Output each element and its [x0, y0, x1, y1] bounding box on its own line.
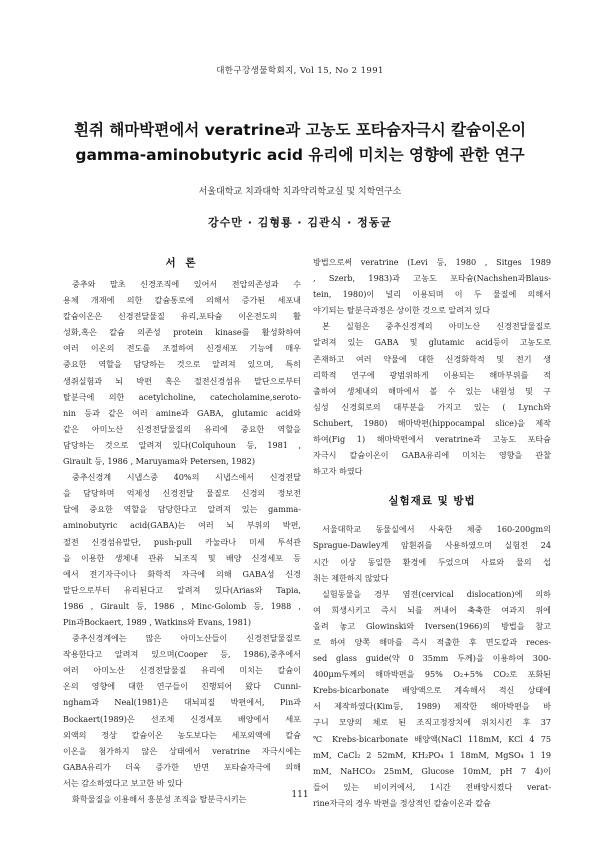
text-line: 들어 있는 비이커에서, 1시간 전배양시켰다 verat-: [313, 781, 551, 792]
page-number: 111: [291, 790, 309, 800]
text-line: 서는 감소하였다고 보고한 바 있다: [63, 777, 183, 788]
text-line: 성화,혹은 칼슘 의존성 protein kinase를 활성화하여: [63, 327, 301, 338]
text-line: 외액의 정상 칼슘이온 농도보다는 세포외액에 칼슘: [63, 729, 301, 740]
text-line: 본 실험은 중추신경계의 아미노산 신경전달물질로: [322, 321, 551, 332]
text-line: sed glass guide(약 0 35mm 두께)을 이용하여 300-: [313, 653, 551, 664]
text-line: 리학적 연구에 광범위하게 이용되는 해마부위를 적: [313, 369, 551, 380]
text-line: 존재하고 여러 약물에 대한 신경화학적 및 전기 생: [313, 353, 551, 364]
text-line: 중추신경계에는 많은 아미노산들이 신경전달물질로: [72, 633, 301, 644]
text-line: 로 하여 양쪽 해마를 즉시 적출한 후 면도칼과 reces-: [313, 636, 551, 647]
text-line: 1986 , Girault 등, 1986 , Minc-Golomb 등, 1988 ,: [63, 600, 301, 611]
text-line: 온의 영향에 대한 연구들이 진행되어 왔다 Cunni-: [63, 681, 301, 692]
text-line: 심성 신경회로의 대부분을 가지고 있는 ( Lynch와: [313, 401, 551, 412]
text-line: 중요한 역할을 담당하는 것으로 알려져 있으며, 특히: [63, 359, 301, 370]
text-line: 올려 놓고 Glowinski와 Iversen(1966)의 방법을 참고: [313, 620, 551, 631]
text-line: 에서 전기자극이나 화학적 자극에 의해 GABA성 신경: [63, 568, 301, 579]
text-line: 칼슘이온은 신경전달물질 유리,포타슘 이온전도의 활: [63, 311, 301, 322]
text-line: Sprague-Dawley계 암흰쥐를 사용하였으며 실험전 24: [313, 540, 551, 551]
text-line: nin 등과 같은 여러 amine과 GABA, glutamic acid와: [63, 407, 301, 418]
affiliation: 서울대학교 치과대학 치과약리학교실 및 치학연구소: [198, 187, 402, 197]
text-line: 하여(Fig 1) 해마박편에서 veratrine과 고농도 포타슘: [313, 434, 551, 445]
text-line: Girault 등, 1986 , Maruyama와 Petersen, 1982): [63, 456, 255, 467]
text-line: 작용한다고 알려져 있으며(Cooper 등, 1986),중추에서: [63, 649, 301, 660]
text-line: 담당하는 것으로 알려져 있다(Colquhoun 등, 1981 ,: [63, 439, 301, 450]
text-line: 절전 신경섬유말단, push-pull 카눌라나 미세 투석관: [63, 536, 301, 547]
section-heading-introduction: 서 론: [165, 257, 199, 269]
text-line: 여러 이온의 전도를 조절하여 신경세포 기능에 매우: [63, 343, 301, 354]
text-line: , Szerb, 1983)과 고농도 포타슘(Nachshen과Blaus-: [313, 273, 551, 284]
text-line: 서울대학교 동물실에서 사육한 체중 160-200gm의: [322, 524, 551, 535]
text-line: mM, NaHCO₃ 25mM, Glucose 10mM, pH 7 4)이: [313, 765, 551, 776]
title-line-2: gamma-aminobutyric acid 유리에 미치는 영향에 관한 연구: [75, 146, 525, 164]
text-line: ℃ Krebs-bicarbonate 배양액(NaCl 118mM, KCl 4 75: [313, 733, 551, 744]
text-line: 달에 중요한 역할을 담당한다고 알려져 있는 gamma-: [63, 504, 301, 515]
text-line: 여러 아미노산 신경전달물질 유리에 미치는 칼슘이: [63, 665, 301, 676]
text-line: 야기되는 탈분극과정은 상이한 것으로 알려져 있다: [313, 305, 491, 316]
right-column-methods-text: [313, 521, 551, 811]
text-line: rine자극의 경우 박편을 정상적인 칼슘이온과 칼슘: [313, 797, 491, 808]
text-line: 시간 이상 동일한 환경에 두었으며 사료와 물의 섭: [313, 556, 551, 567]
text-line: ngham과 Neal(1981)은 대뇌피질 박편에서, Pin과: [63, 697, 301, 708]
text-line: 생쥐실험과 뇌 박편 혹은 절전신경섬유 말단으로부터: [63, 375, 301, 386]
text-line: GABA유리가 더욱 증가한 반면 포타슘자극에 의해: [63, 761, 301, 772]
journal-header: 대한구강생물학회지, Vol 15, No 2 1991: [216, 66, 384, 76]
text-line: 용체 개재에 의한 칼슘통로에 의해서 증가된 세포내: [63, 295, 301, 306]
text-line: 알려져 있는 GABA 및 glutamic acid등이 고농도로: [313, 337, 551, 348]
text-line: 말단으로부터 유리된다고 알려져 있다(Arias와 Tapia,: [63, 584, 301, 595]
text-line: Pin과Bockaert, 1989 , Watkins와 Evans, 1981): [63, 616, 252, 627]
text-line: 탈분극에 의한 acetylcholine, catecholamine,seroto-: [63, 391, 301, 402]
text-line: Schubert, 1980) 해마박편(hippocampal slice)을 제작: [313, 417, 551, 428]
text-line: 구니 모양의 체로 된 조직고정장치에 위치시킨 후 37: [313, 717, 551, 728]
text-line: 을 이용한 생체내 관류 뇌조직 및 배양 신경세포 등: [63, 552, 301, 563]
text-line: 화학물질을 이용해서 흥분성 조직을 탈분극시키는: [72, 794, 247, 804]
title-line-1: 흰쥐 해마박편에서 veratrine과 고농도 포타슘자극시 칼슘이온이: [74, 121, 526, 139]
text-line: 방법으로써 veratrine (Levi 등, 1980 , Sitges 1989: [313, 257, 551, 267]
text-line: 서 제작하였다(Kim등, 1989) 제작한 해마박편을 바: [313, 701, 551, 712]
text-line: 취는 제한하지 않았다: [313, 572, 389, 583]
text-line: 자극시 칼슘이온이 GABA유리에 미치는 영향을 관찰: [313, 450, 551, 461]
text-line: Krebs-bicarbonate 배양액으로 계속해서 적신 상태에: [313, 685, 551, 696]
text-line: 중추신경계 시냅스중 40%의 시냅스에서 신경전달: [72, 472, 301, 483]
text-line: mM, CaCl₂ 2 52mM, KH₂PO₄ 1 18mM, MgSO₄ 1 19: [313, 749, 551, 760]
text-line: 하고자 하였다: [313, 466, 363, 477]
text-line: 을 담당하며 억제성 신경전달 물질로 신경의 정보전: [63, 488, 301, 499]
left-column: [63, 276, 301, 807]
section-heading-methods: 실험재료 및 방법: [388, 495, 476, 508]
text-line: aminobutyric acid(GABA)는 여러 뇌 부위의 박편,: [63, 520, 301, 531]
text-line: 중추와 말초 신경조직에 있어서 전압의존성과 수: [72, 279, 301, 289]
authors: 강수만 · 김형룡 · 김관식 · 정동균: [207, 216, 393, 229]
text-line: 이온을 첨가하지 않은 상태에서 veratrine 자극시에는: [63, 745, 301, 756]
text-line: 400μm두께의 해마박편을 95% O₂+5% CO₂로 포화된: [313, 669, 551, 680]
paper-title: [40, 118, 560, 168]
text-line: 여 희생시키고 즉시 뇌를 꺼내어 축축한 여과지 위에: [313, 604, 551, 615]
text-line: tein, 1980)이 널리 이용되며 이 두 물질에 의해서: [313, 289, 551, 300]
right-column: [313, 254, 551, 811]
text-line: 실험동물을 경부 염전(cervical dislocation)에 의하: [322, 588, 551, 599]
text-line: Bockaert(1989)은 선조체 신경세포 배양에서 세포: [63, 713, 301, 724]
right-column-intro-text: [313, 254, 551, 479]
text-line: 같은 아미노산 신경전달물질의 유리에 중요한 역할을: [63, 423, 301, 434]
text-line: 출하여 생체내의 해마에서 볼 수 있는 내원성 및 구: [313, 385, 551, 396]
